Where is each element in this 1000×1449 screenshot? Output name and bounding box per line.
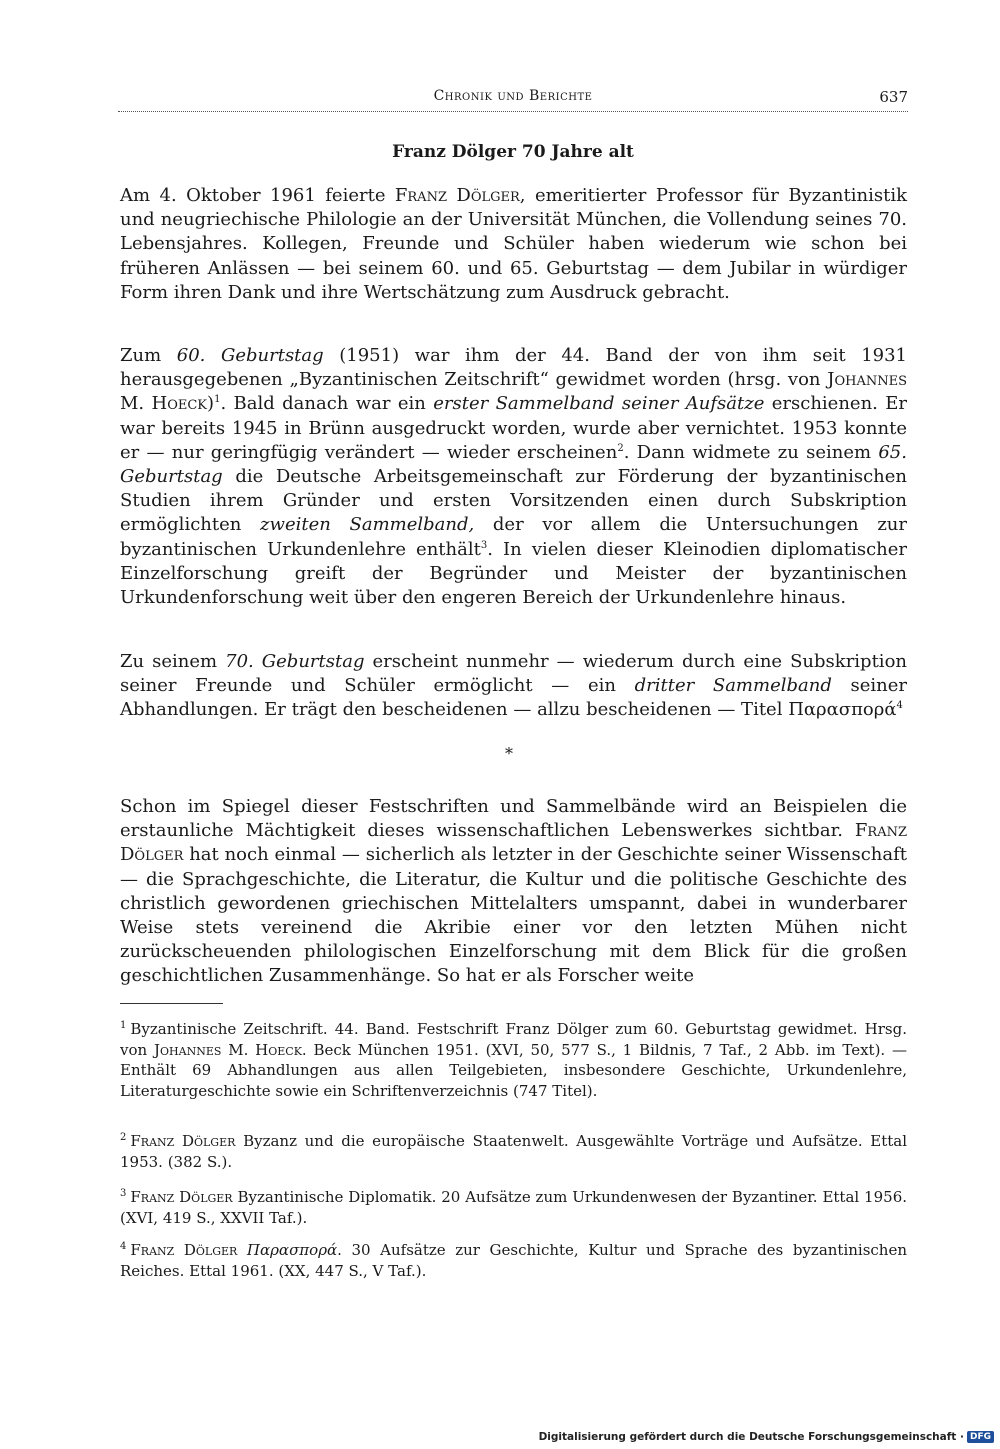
text-run: Byzanz und die europäische Staatenwelt. Ausgewählte Vorträge und Aufsätze. Ettal 1953. (382 S.). xyxy=(120,1132,908,1171)
page-number: 637 xyxy=(879,88,908,106)
text-run: Byzantinische Zeitschrift. 44. Band. Festschrift Franz Dölger zum 60. Geburtstag gewidmet. Hrsg. von xyxy=(120,1020,907,1059)
paragraph-1 xyxy=(120,184,907,305)
footnote-ref-1[interactable]: 1 xyxy=(214,394,221,406)
text-run: Am 4. Oktober 1961 feierte xyxy=(120,185,395,206)
italic-run: erster Sammelband seiner Aufsätze xyxy=(433,393,765,415)
text-run: Zu seinem xyxy=(120,651,226,672)
footnote-3 xyxy=(120,1187,907,1228)
text-run: der vor allem die Untersuchungen zur byzantinischen Urkundenlehre enthält xyxy=(120,514,908,560)
greek-title: Παρασπορά xyxy=(246,1241,338,1259)
paragraph-3 xyxy=(120,650,907,723)
author-name: Franz Dölger xyxy=(130,1241,238,1259)
text-run: seiner Abhandlungen. Er trägt den bescheidenen — allzu bescheidenen — Titel Παρασπορά xyxy=(120,675,908,721)
text-run: . Dann widmete zu seinem xyxy=(623,441,879,463)
author-name: Franz Dölger xyxy=(130,1188,233,1206)
text-run: erschienen. Er war bereits 1945 in Brünn ausgedruckt worden, wurde aber vernichtet. 1953 konnte er — nur geringfügig verändert — wieder erscheinen xyxy=(120,393,908,463)
text-run: . 30 Aufsätze zur Geschichte, Kultur und Sprache des byzantinischen Reiches. Ettal 1961. (XX, 447 S., V Taf.). xyxy=(120,1241,907,1280)
text-run: . Beck München 1951. (XVI, 50, 577 S., 1 Bildnis, 7 Taf., 2 Abb. im Text). — Enthält 69 Abhandlungen aus allen Teilgebieten, insbesondere Geschichte, Urkundenlehre, Literaturgeschichte sowie ein Schriftenverzeichnis (747 Titel). xyxy=(120,1040,908,1100)
footnote-number: 2 xyxy=(120,1132,127,1143)
banner-text: Digitalisierung gefördert durch die Deutsche Forschungsgemeinschaft · xyxy=(538,1431,964,1443)
footnote-2 xyxy=(120,1131,907,1172)
footnote-ref-4[interactable]: 4 xyxy=(896,700,903,712)
header-rule xyxy=(118,111,908,112)
text-run: Schon im Spiegel dieser Festschriften und Sammelbände wird an Beispielen die erstaunliche Mächtigkeit dieses wissenschaftlichen Lebenswerkes sichtbar. xyxy=(120,796,907,842)
text-run: hat noch einmal — sicherlich als letzter in der Geschichte seiner Wissenschaft — die Sprachgeschichte, die Literatur, die Kultur und die politische Geschichte des christlich gewordenen griechischen Mittelalters umspannt, dabei in wunderbarer Weise stets vereinend die Akribie einer vor den letzten Mühen nicht zurückscheuenden philologischen Einzelforschung mit dem Blick für die großen geschichtlichen Zusammenhänge. So hat er als Forscher weite xyxy=(120,844,907,987)
text-run: , emeritierter Professor für Byzantinistik und neugriechische Philologie an der Universität München, die Vollendung seines 70. Lebensjahres. Kollegen, Freunde und Schüler haben wiederum wie schon bei früheren Anlässen — bei seinem 60. und 65. Geburtstag — dem Jubilar in würdiger Form ihren Dank und ihre Wertschätzung zum Ausdruck gebracht. xyxy=(120,185,908,303)
italic-run: zweiten Sammelband, xyxy=(260,514,475,536)
article-title: Franz Dölger 70 Jahre alt xyxy=(392,142,634,162)
italic-run: 70. Geburtstag xyxy=(225,651,365,672)
section-separator: * xyxy=(505,744,513,763)
dfg-banner xyxy=(539,1431,994,1443)
author-name: Franz Dölger xyxy=(130,1132,236,1150)
paragraph-2 xyxy=(120,344,907,610)
italic-run: 65. Geburtstag xyxy=(120,441,907,488)
author-name: Franz Dölger xyxy=(120,820,907,866)
text-run: Zum xyxy=(120,345,177,366)
footnote-1 xyxy=(120,1019,907,1101)
footnote-rule xyxy=(120,1003,223,1004)
paragraph-4 xyxy=(120,795,907,989)
editor-name: Johannes M. Hoeck xyxy=(154,1040,302,1059)
running-head: Chronik und Berichte xyxy=(433,88,593,104)
footnote-number: 3 xyxy=(120,1188,127,1199)
text-run: Byzantinische Diplomatik. 20 Aufsätze zum Urkundenwesen der Byzantiner. Ettal 1956. (XVI, 419 S., XXVII Taf.). xyxy=(120,1188,907,1227)
text-run: . In vielen dieser Kleinodien diplomatischer Einzelforschung greift der Begründer und Meister der byzantinischen Urkundenforschung weit über den engeren Bereich der Urkundenlehre hinaus. xyxy=(120,538,908,609)
italic-run: 60. Geburtstag xyxy=(176,345,324,366)
footnote-number: 1 xyxy=(120,1020,127,1031)
footnote-4 xyxy=(120,1240,907,1281)
text-run: ) xyxy=(207,393,215,415)
author-name: Franz Dölger xyxy=(394,185,520,206)
text-run: (1951) war ihm der 44. Band der von ihm seit 1931 herausgegebenen „Byzantinischen Zeitschrift“ gewidmet worden (hrsg. von xyxy=(120,345,908,391)
dfg-logo-icon: DFG xyxy=(967,1431,994,1443)
italic-run: dritter Sammelband xyxy=(634,675,832,697)
editor-name: Johannes M. Hoeck xyxy=(120,369,907,415)
text-run: die Deutsche Arbeitsgemeinschaft zur Förderung der byzantinischen Studien ihrem Gründer und ersten Vorsitzenden einen durch Subskription ermöglichten xyxy=(120,466,907,536)
text-run: . Bald danach war ein xyxy=(220,393,434,415)
footnote-ref-3[interactable]: 3 xyxy=(480,539,488,551)
page-header xyxy=(118,86,908,112)
footnote-ref-2[interactable]: 2 xyxy=(617,442,624,454)
footnote-number: 4 xyxy=(120,1241,127,1252)
text-run: erscheint nunmehr — wiederum durch eine Subskription seiner Freunde und Schüler ermöglicht — ein xyxy=(120,651,907,697)
